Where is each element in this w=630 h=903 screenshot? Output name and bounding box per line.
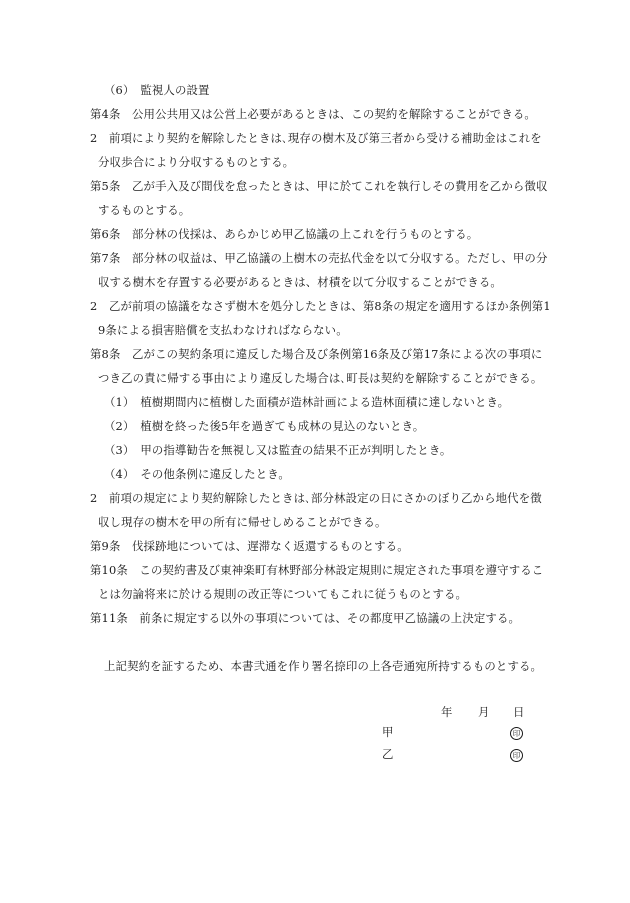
article-8-item-2: （2） 植樹を終った後5年を過ぎても成林の見込のないとき。	[104, 419, 425, 433]
item-supervisor: （6） 監視人の設置	[104, 83, 210, 97]
article-5-cont: するものとする。	[98, 203, 191, 217]
article-8-para-2: 2 前項の規定により契約解除したときは､部分林設定の日にさかのぼり乙から地代を徴	[90, 491, 542, 505]
article-8: 第8条 乙がこの契約条項に違反した場合及び条例第16条及び第17条による次の事項に	[90, 347, 543, 361]
article-4-para-2-cont: 分収歩合により分収するものとする。	[98, 155, 295, 169]
article-7-para-2: 2 乙が前項の協議をなさず樹木を処分したときは、第8条の規定を適用するほか条例第1	[90, 299, 551, 313]
date-year-label: 年	[441, 705, 453, 719]
article-4-para-2: 2 前項により契約を解除したときは､現存の樹木及び第三者から受ける補助金はこれを	[90, 131, 542, 145]
article-5: 第5条 乙が手入及び間伐を怠ったときは、甲に於てこれを執行しその費用を乙から徴収	[90, 179, 548, 193]
date-month-label: 月	[478, 705, 490, 719]
article-8-cont: つき乙の責に帰する事由により違反した場合は､町長は契約を解除することができる。	[98, 371, 543, 385]
article-10-cont: とは勿論将来に於ける規則の改正等についてもこれに従うものとする。	[98, 587, 468, 601]
article-11: 第11条 前条に規定する以外の事項については、その都度甲乙協議の上決定する。	[90, 611, 521, 625]
date-day-label: 日	[513, 705, 525, 719]
party-b-seal	[510, 746, 523, 762]
closing-statement: 上記契約を証するため、本書弐通を作り署名捺印の上各壱通宛所持するものとする。	[104, 659, 543, 673]
article-4: 第4条 公用公共用又は公営上必要があるときは、この契約を解除することができる。	[90, 107, 536, 121]
party-a-label: 甲	[382, 725, 394, 739]
article-8-item-1: （1） 植樹期間内に植樹した面積が造林計画による造林面積に達しないとき。	[104, 395, 510, 409]
article-6: 第6条 部分林の伐採は、あらかじめ甲乙協議の上これを行うものとする。	[90, 227, 479, 241]
article-7-para-2-cont: 9条による損害賠償を支払わなければならない。	[98, 323, 348, 337]
seal-mark: 印	[510, 749, 523, 762]
party-a-seal	[510, 724, 523, 740]
seal-mark: 印	[510, 727, 523, 740]
article-8-para-2-cont: 収し現存の樹木を甲の所有に帰せしめることができる。	[98, 515, 387, 529]
article-7: 第7条 部分林の収益は、甲乙協議の上樹木の売払代金を以て分収する。ただし、甲の分	[90, 251, 548, 265]
article-10: 第10条 この契約書及び東神楽町有林野部分林設定規則に規定された事項を遵守するこ	[90, 563, 544, 577]
article-9: 第9条 伐採跡地については、遅滞なく返還するものとする。	[90, 539, 409, 553]
article-8-item-3: （3） 甲の指導勧告を無視し又は監査の結果不正が判明したとき。	[104, 443, 452, 457]
article-8-item-4: （4） その他条例に違反したとき。	[104, 467, 290, 481]
article-7-cont: 収する樹木を存置する必要があるときは、材積を以て分収することができる。	[98, 275, 502, 289]
party-b-label: 乙	[382, 747, 394, 761]
